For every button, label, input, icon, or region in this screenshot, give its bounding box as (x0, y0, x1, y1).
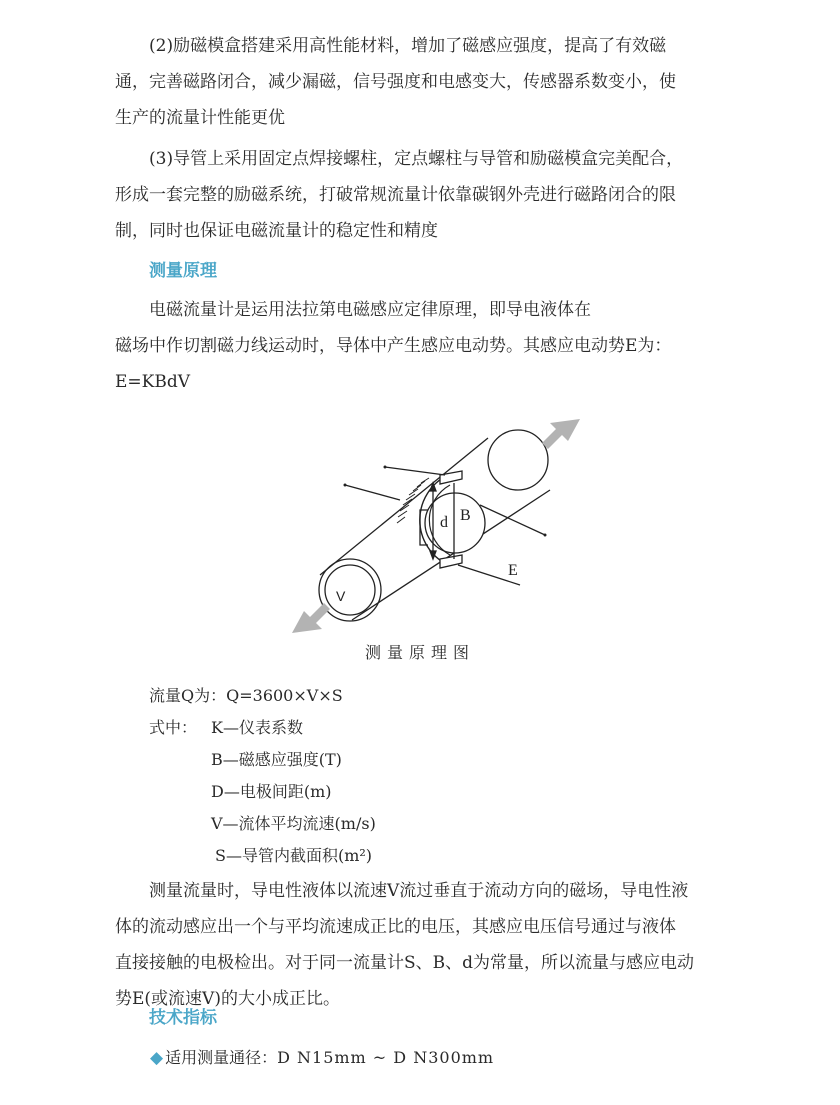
inflow-arrow (542, 419, 580, 449)
wire-left (345, 485, 400, 500)
text-line: 通，完善磁路闭合，减少漏磁，信号强度和电感变大，传感器系数变小，使 (115, 72, 676, 92)
label-b: B (460, 507, 471, 524)
text-line: 势E(或流速V)的大小成正比。 (115, 989, 340, 1009)
definition-row (149, 744, 376, 776)
heading-technical-specs: 技术指标 (149, 1008, 217, 1028)
magnet-top-pole (440, 471, 462, 484)
definition-row (149, 808, 376, 840)
definition-item: B—磁感应强度(T) (211, 750, 342, 769)
diagram-caption: 测量原理图 (364, 643, 475, 662)
paragraph-welded-studs (115, 141, 760, 249)
label-v: V (336, 588, 346, 604)
principle-diagram (280, 405, 600, 645)
definition-list (149, 712, 376, 872)
definition-item: K—仪表系数 (211, 718, 303, 737)
text-line: 电磁流量计是运用法拉第电磁感应定律原理，即导电液体在 (149, 300, 591, 320)
definition-item: S—导管内截面积(m²) (215, 846, 373, 865)
text-line: 生产的流量计性能更优 (115, 108, 285, 128)
text-line: 磁场中作切割磁力线运动时，导体中产生感应电动势。其感应电动势E为： (115, 336, 672, 356)
definition-row (149, 712, 376, 744)
paragraph-excitation-box (115, 28, 760, 136)
text-line: (3)导管上采用固定点焊接螺柱，定点螺柱与导管和励磁模盒完美配合， (149, 149, 684, 169)
paragraph-measurement (115, 873, 760, 1017)
spec-item-diameter (150, 1043, 494, 1073)
label-e: E (508, 562, 518, 579)
spec-value: D N15mm ~ D N300mm (277, 1048, 495, 1067)
wire-right (480, 505, 545, 535)
heading-measurement-principle: 测量原理 (149, 261, 217, 281)
definition-row (149, 776, 376, 808)
wire-top-left (385, 467, 445, 475)
text-line: 制，同时也保证电磁流量计的稳定性和精度 (115, 221, 438, 241)
paragraph-principle (115, 292, 760, 400)
definition-item: V—流体平均流速(m/s) (211, 814, 376, 833)
d-arrow-bottom (430, 551, 436, 559)
text-line: E=KBdV (115, 372, 191, 392)
pipe-near-end (319, 559, 381, 621)
text-line: 测量流量时，导电性液体以流速V流过垂直于流动方向的磁场，导电性液 (149, 881, 689, 901)
pipe-far-end (488, 430, 548, 490)
spec-label: 适用测量通径： (165, 1048, 278, 1067)
diamond-bullet-icon: ◆ (150, 1048, 164, 1068)
text-line: 形成一套完整的励磁系统，打破常规流量计依靠碳钢外壳进行磁路闭合的限 (115, 185, 676, 205)
definition-intro: 式中： (149, 718, 198, 737)
text-line: 直接接触的电极检出。对于同一流量计S、B、d为常量，所以流量与感应电动 (115, 953, 695, 973)
text-line: (2)励磁模盒搭建采用高性能材料，增加了磁感应强度，提高了有效磁 (149, 36, 667, 56)
definition-row (149, 840, 376, 872)
pipe-near-end-inner (325, 565, 375, 615)
text-line: 体的流动感应出一个与平均流速成正比的电压，其感应电压信号通过与液体 (115, 917, 676, 937)
outflow-arrow (292, 603, 330, 633)
label-d: d (440, 514, 448, 531)
flow-formula: 流量Q为：Q=3600×V×S (149, 686, 343, 705)
definition-item: D—电极间距(m) (211, 782, 332, 801)
magnet-bottom-pole (440, 555, 462, 568)
